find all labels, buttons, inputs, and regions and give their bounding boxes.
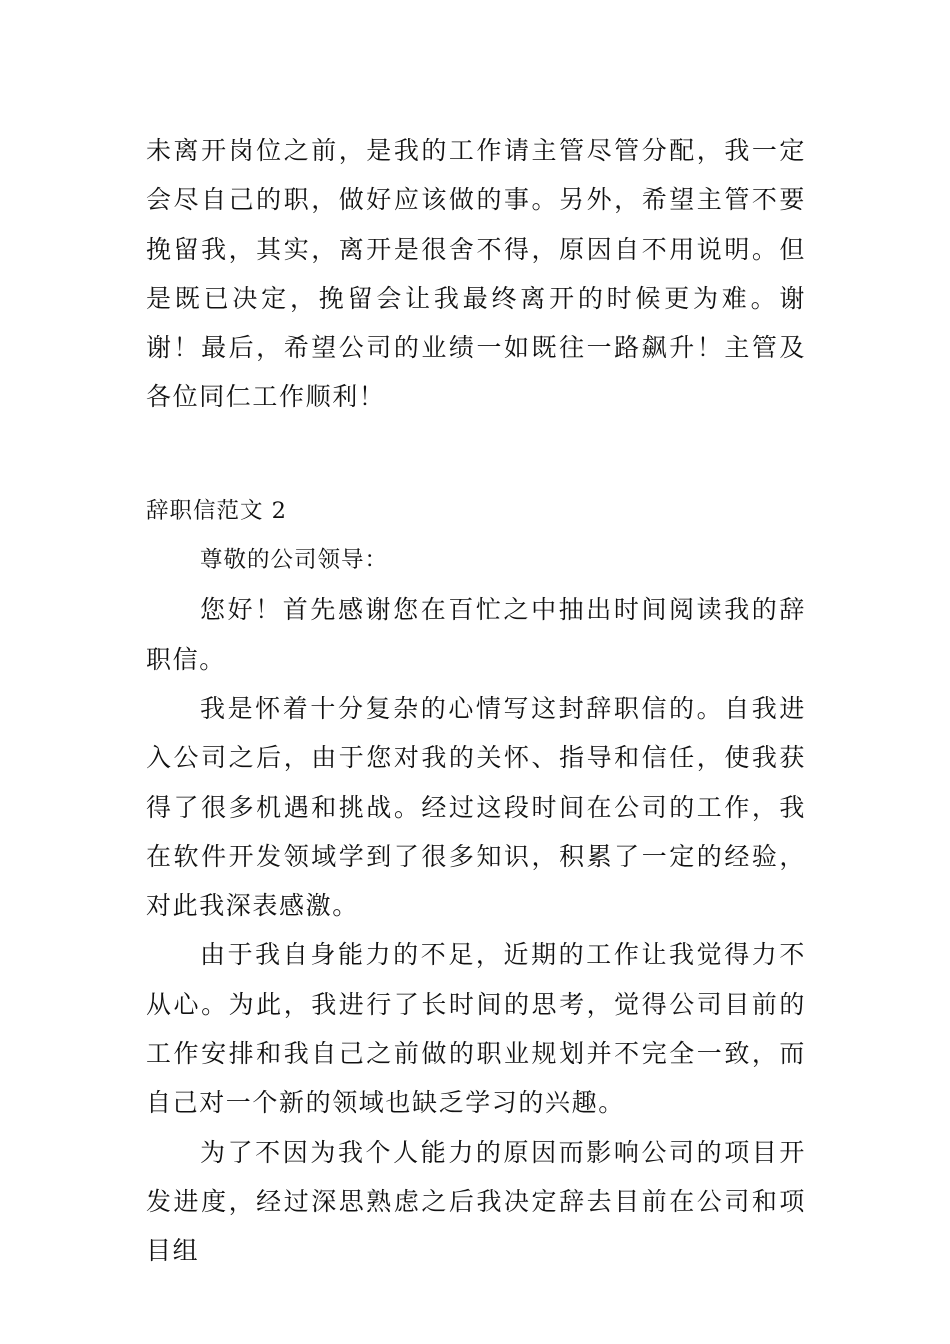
- salutation: 尊敬的公司领导：: [200, 547, 389, 574]
- body-paragraph-reason: 由于我自身能力的不足，近期的工作让我觉得力不从心。为此，我进行了长时间的思考，觉得公司目前的工作安排和我自己之前做的职业规划并不完全一致，而自己对一个新的领域也缺乏学习的兴趣。: [146, 940, 806, 1118]
- section-title: 辞职信范文 2: [146, 497, 287, 524]
- intro-paragraph: 未离开岗位之前，是我的工作请主管尽管分配，我一定会尽自己的职，做好应该做的事。另外，希望主管不要挽留我，其实，离开是很舍不得，原因自不用说明。但是既已决定，挽留会让我最终离开的时候更为难。谢谢！最后，希望公司的业绩一如既往一路飙升！主管及各位同仁工作顺利！: [146, 136, 806, 412]
- body-paragraph-decision: 为了不因为我个人能力的原因而影响公司的项目开发进度，经过深思熟虑之后我决定辞去目前在公司和项目组: [146, 1137, 806, 1266]
- document-page: [146, 126, 806, 1276]
- body-paragraph-greeting: 您好！首先感谢您在百忙之中抽出时间阅读我的辞职信。: [146, 595, 806, 674]
- body-paragraph-gratitude: 我是怀着十分复杂的心情写这封辞职信的。自我进入公司之后，由于您对我的关怀、指导和信任，使我获得了很多机遇和挑战。经过这段时间在公司的工作，我在软件开发领域学到了很多知识，积累了一定的经验，对此我深表感激。: [146, 693, 806, 921]
